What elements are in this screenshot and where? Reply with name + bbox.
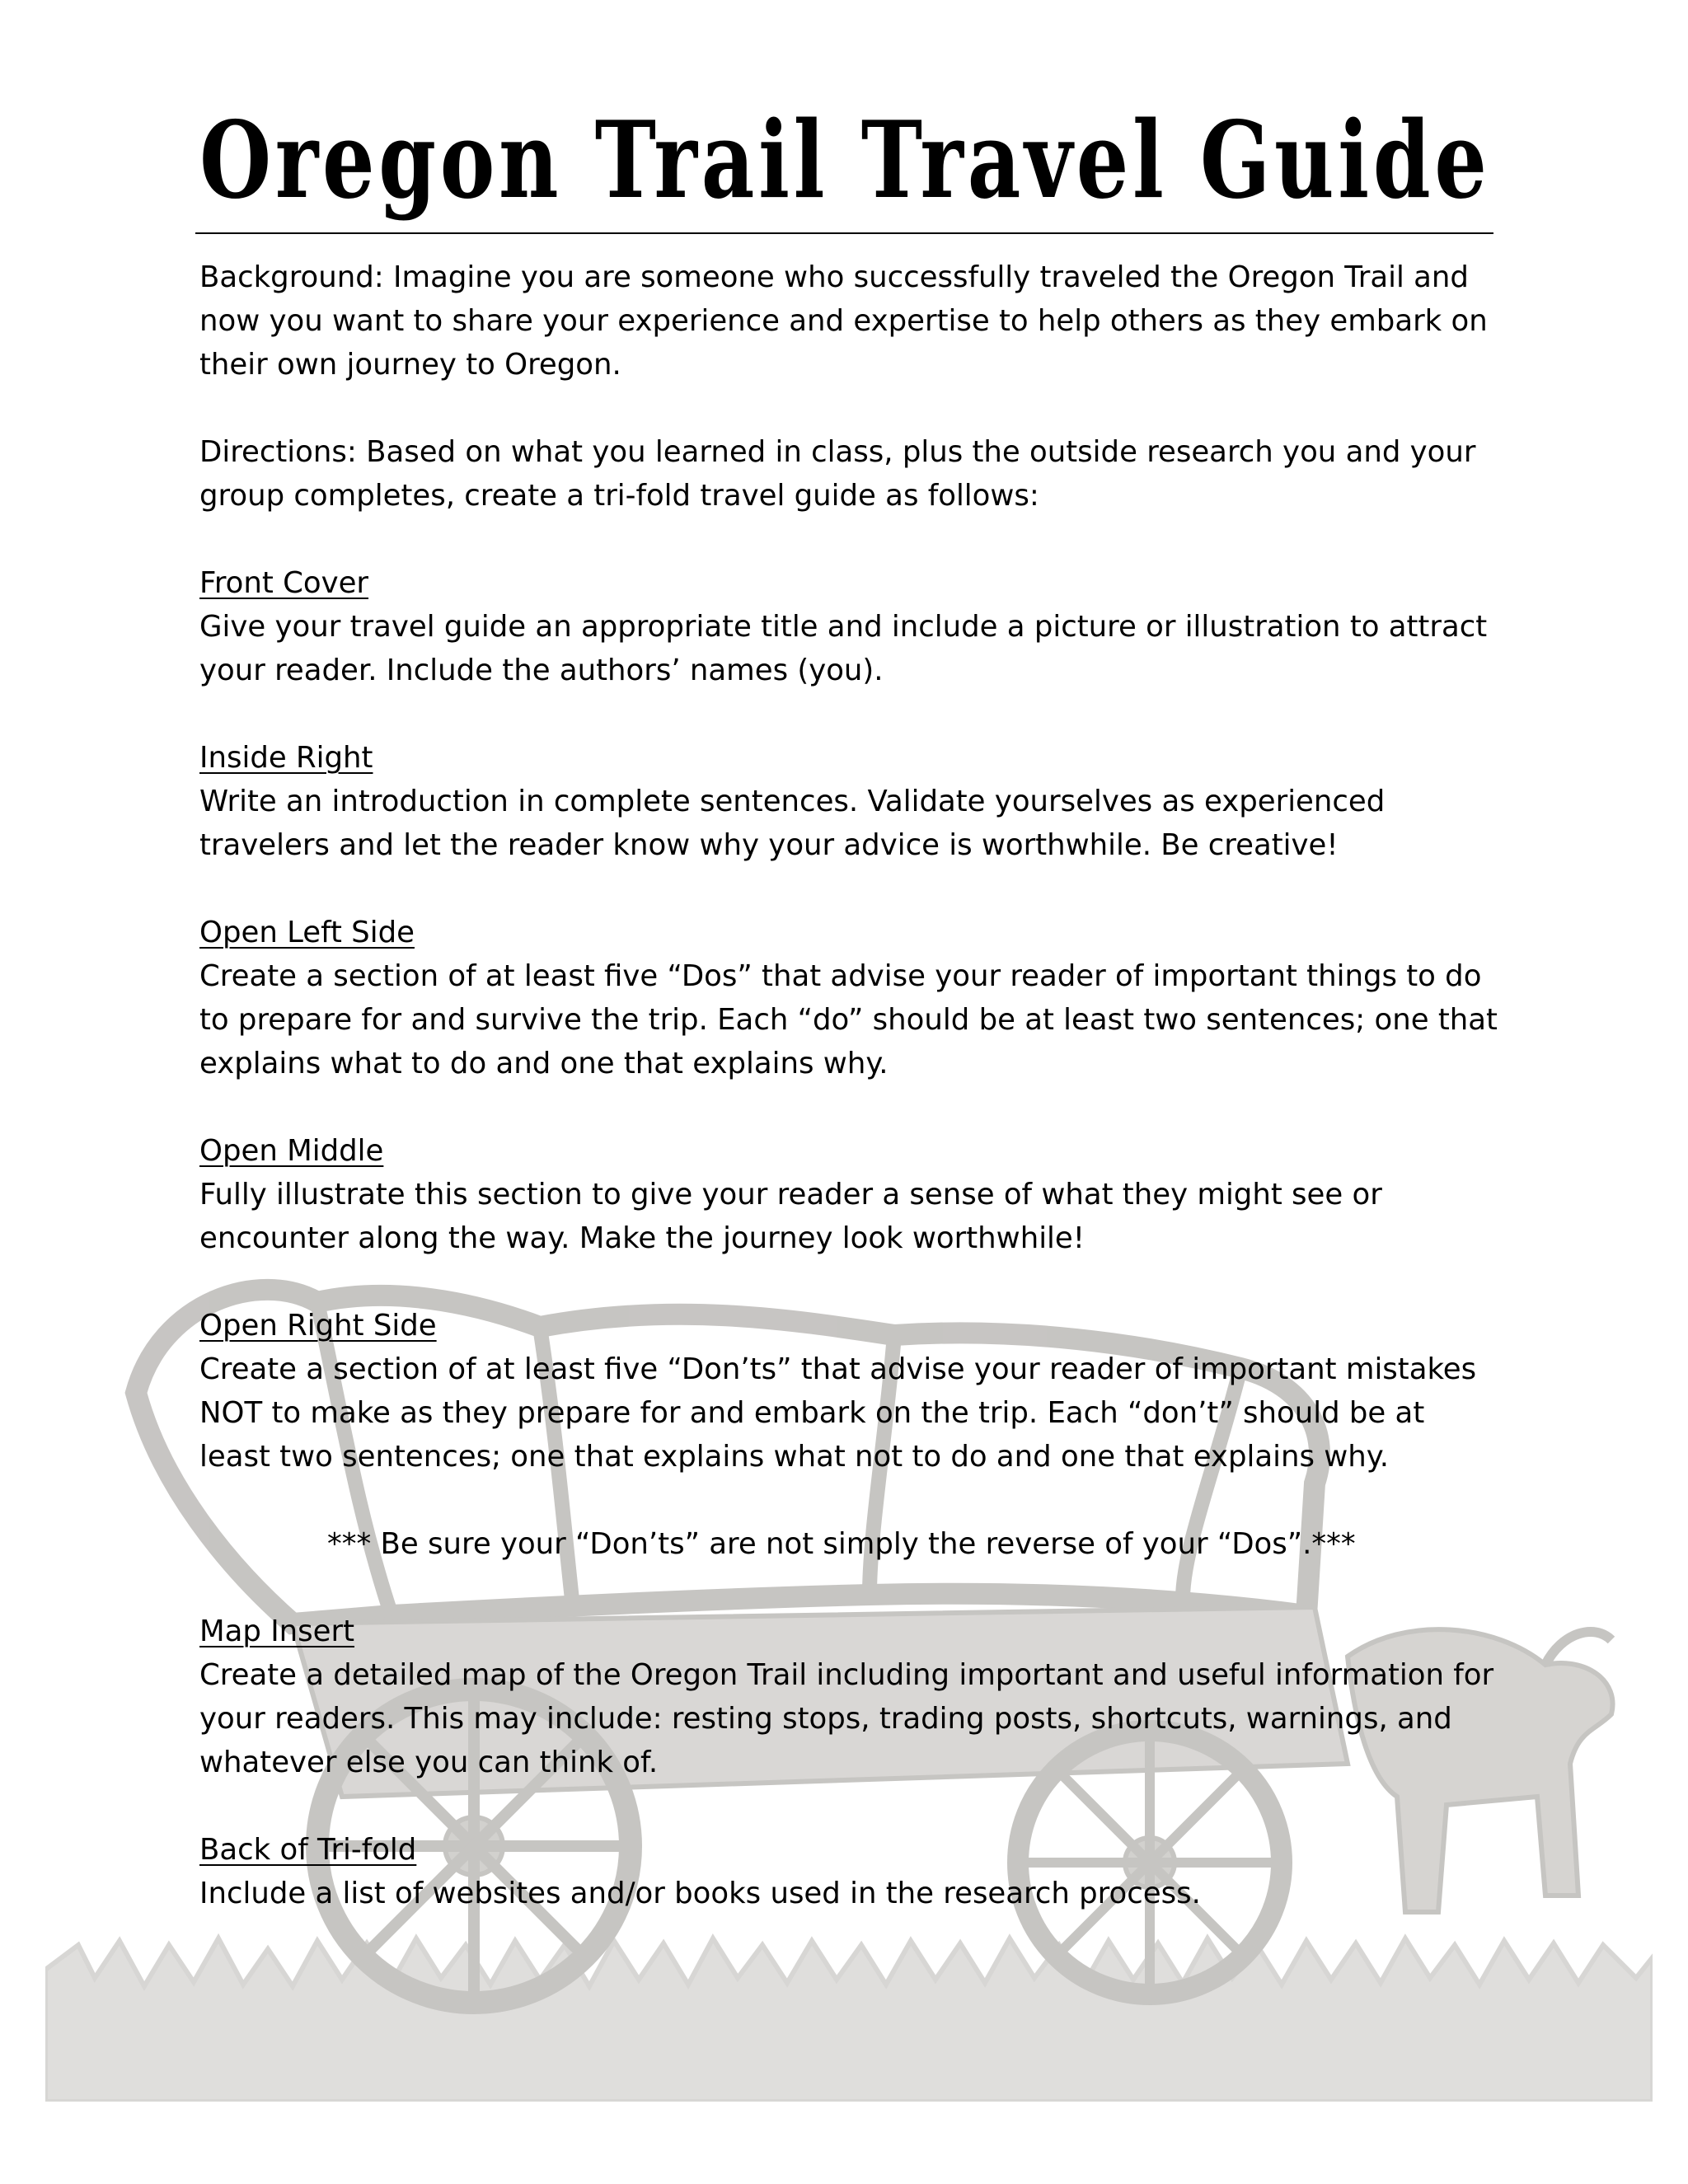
directions-paragraph: Directions: Based on what you learned in class, plus the outside research you and your group completes, create a tri-fold travel guide as follows: <box>199 435 1476 513</box>
dos-donts-note: *** Be sure your “Don’ts” are not simply the reverse of your “Dos”.*** <box>327 1527 1356 1561</box>
section-open-right-side <box>199 1304 1502 1479</box>
section-text: Write an introduction in complete sentences. Validate yourselves as experienced travelers and let the reader know why your advice is worthwhile. Be creative! <box>199 785 1386 862</box>
section-heading: Open Left Side <box>199 916 415 949</box>
section-text: Create a section of at least five “Don’ts” that advise your reader of important mistakes NOT to make as they prepare for and embark on the trip. Each “don’t” should be at least two sentences; one that explains what not to do and one that explains why. <box>199 1352 1477 1474</box>
section-text: Create a detailed map of the Oregon Trail including important and useful information for your readers. This may include: resting stops, trading posts, shortcuts, warnings, and whatever else you can think of. <box>199 1658 1494 1779</box>
section-text: Create a section of at least five “Dos” that advise your reader of important things to do to prepare for and survive the trip. Each “do” should be at least two sentences; one that explains what to do and one that explains why. <box>199 959 1498 1080</box>
section-open-middle <box>199 1129 1502 1260</box>
document-body <box>199 255 1502 1959</box>
section-map-insert <box>199 1610 1502 1784</box>
section-heading: Inside Right <box>199 741 373 775</box>
section-heading: Open Right Side <box>199 1309 437 1343</box>
background-paragraph: Background: Imagine you are someone who successfully traveled the Oregon Trail and now you want to share your experience and expertise to help others as they embark on their own journey to Oregon. <box>199 260 1488 382</box>
section-front-cover <box>199 561 1502 692</box>
title-divider <box>195 232 1493 234</box>
section-text: Include a list of websites and/or books used in the research process. <box>199 1877 1201 1910</box>
section-open-left-side <box>199 911 1502 1085</box>
section-heading: Back of Tri-fold <box>199 1833 417 1867</box>
section-heading: Front Cover <box>199 566 369 600</box>
section-back-of-tri-fold <box>199 1828 1502 1915</box>
section-text: Fully illustrate this section to give your reader a sense of what they might see or encounter along the way. Make the journey look worthwhile! <box>199 1178 1382 1255</box>
section-heading: Open Middle <box>199 1134 384 1168</box>
section-heading: Map Insert <box>199 1615 355 1648</box>
section-inside-right <box>199 736 1502 867</box>
page-title: Oregon Trail Travel Guide <box>199 99 1491 223</box>
section-text: Give your travel guide an appropriate title and include a picture or illustration to attract your reader. Include the authors’ names (you). <box>199 610 1488 687</box>
